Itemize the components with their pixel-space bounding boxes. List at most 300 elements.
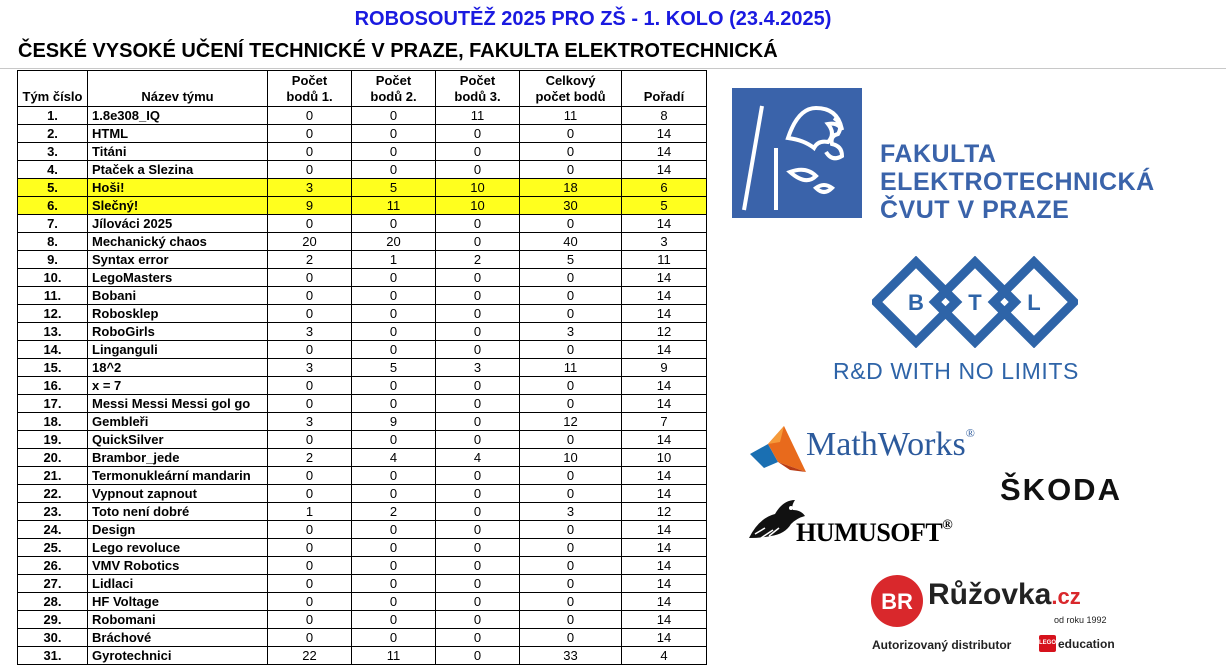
column-header-line: Počet	[291, 73, 328, 88]
points-3-cell: 10	[436, 197, 520, 215]
team-name-cell: Bráchové	[88, 629, 268, 647]
rank-cell: 6	[622, 179, 707, 197]
points-2-cell: 0	[352, 269, 436, 287]
total-points-cell: 3	[520, 323, 622, 341]
points-2-cell: 11	[352, 197, 436, 215]
rank-cell: 14	[622, 305, 707, 323]
points-1-cell: 3	[268, 179, 352, 197]
header-divider	[0, 68, 1226, 69]
rank-cell: 14	[622, 341, 707, 359]
points-3-cell: 0	[436, 521, 520, 539]
rank-cell: 12	[622, 323, 707, 341]
total-points-cell: 30	[520, 197, 622, 215]
column-header	[622, 71, 707, 107]
table-row	[18, 125, 707, 143]
team-number-cell: 16.	[18, 377, 88, 395]
humusoft-logo	[796, 518, 952, 548]
table-row	[18, 323, 707, 341]
total-points-cell: 0	[520, 395, 622, 413]
table-row	[18, 215, 707, 233]
rank-cell: 14	[622, 143, 707, 161]
team-number-cell: 9.	[18, 251, 88, 269]
rank-cell: 4	[622, 647, 707, 665]
rank-cell: 14	[622, 431, 707, 449]
results-table	[17, 70, 707, 665]
total-points-cell: 33	[520, 647, 622, 665]
team-name-cell: HTML	[88, 125, 268, 143]
points-3-cell: 0	[436, 413, 520, 431]
total-points-cell: 0	[520, 629, 622, 647]
ruzovka-logo	[928, 578, 1081, 612]
rank-cell: 14	[622, 215, 707, 233]
team-number-cell: 10.	[18, 269, 88, 287]
total-points-cell: 0	[520, 467, 622, 485]
rank-cell: 11	[622, 251, 707, 269]
team-number-cell: 15.	[18, 359, 88, 377]
points-3-cell: 3	[436, 359, 520, 377]
team-name-cell: RoboGirls	[88, 323, 268, 341]
points-1-cell: 3	[268, 413, 352, 431]
points-2-cell: 0	[352, 161, 436, 179]
table-row	[18, 161, 707, 179]
table-row	[18, 485, 707, 503]
team-number-cell: 5.	[18, 179, 88, 197]
total-points-cell: 0	[520, 539, 622, 557]
points-2-cell: 0	[352, 611, 436, 629]
points-2-cell: 9	[352, 413, 436, 431]
points-3-cell: 0	[436, 485, 520, 503]
table-row	[18, 179, 707, 197]
team-name-cell: Messi Messi Messi gol go	[88, 395, 268, 413]
table-header-row	[18, 71, 707, 107]
points-3-cell: 0	[436, 431, 520, 449]
team-number-cell: 12.	[18, 305, 88, 323]
total-points-cell: 10	[520, 449, 622, 467]
team-number-cell: 11.	[18, 287, 88, 305]
total-points-cell: 11	[520, 107, 622, 125]
points-1-cell: 0	[268, 557, 352, 575]
btl-letter-b: B	[908, 290, 924, 315]
rank-cell: 14	[622, 125, 707, 143]
table-row	[18, 287, 707, 305]
team-number-cell: 19.	[18, 431, 88, 449]
points-3-cell: 0	[436, 341, 520, 359]
total-points-cell: 0	[520, 341, 622, 359]
column-header-line: Tým číslo	[22, 89, 83, 104]
points-2-cell: 0	[352, 377, 436, 395]
points-2-cell: 0	[352, 107, 436, 125]
column-header-line: Počet	[459, 73, 496, 88]
points-3-cell: 0	[436, 233, 520, 251]
points-1-cell: 20	[268, 233, 352, 251]
points-2-cell: 0	[352, 341, 436, 359]
points-2-cell: 0	[352, 431, 436, 449]
team-number-cell: 2.	[18, 125, 88, 143]
points-1-cell: 0	[268, 395, 352, 413]
rank-cell: 14	[622, 611, 707, 629]
column-header	[352, 71, 436, 107]
rank-cell: 14	[622, 377, 707, 395]
team-number-cell: 22.	[18, 485, 88, 503]
points-3-cell: 0	[436, 377, 520, 395]
rank-cell: 14	[622, 557, 707, 575]
total-points-cell: 0	[520, 305, 622, 323]
skoda-logo: ŠKODA	[1000, 472, 1122, 507]
humusoft-registered-mark: ®	[942, 518, 953, 533]
rank-cell: 14	[622, 161, 707, 179]
points-3-cell: 0	[436, 143, 520, 161]
total-points-cell: 11	[520, 359, 622, 377]
rank-cell: 14	[622, 269, 707, 287]
team-number-cell: 17.	[18, 395, 88, 413]
column-header	[520, 71, 622, 107]
points-1-cell: 0	[268, 287, 352, 305]
table-row	[18, 107, 707, 125]
points-1-cell: 0	[268, 539, 352, 557]
mathworks-logo-graphic	[750, 424, 806, 479]
total-points-cell: 0	[520, 431, 622, 449]
points-3-cell: 10	[436, 179, 520, 197]
team-name-cell: Gembleři	[88, 413, 268, 431]
team-name-cell: Robosklep	[88, 305, 268, 323]
total-points-cell: 0	[520, 593, 622, 611]
team-number-cell: 13.	[18, 323, 88, 341]
team-number-cell: 8.	[18, 233, 88, 251]
points-3-cell: 0	[436, 395, 520, 413]
total-points-cell: 0	[520, 521, 622, 539]
column-header-line: bodů 2.	[370, 89, 417, 104]
team-name-cell: 1.8e308_IQ	[88, 107, 268, 125]
points-3-cell: 0	[436, 269, 520, 287]
page-title: ROBOSOUTĚŽ 2025 PRO ZŠ - 1. KOLO (23.4.2025)	[354, 8, 832, 30]
rank-cell: 14	[622, 287, 707, 305]
rank-cell: 7	[622, 413, 707, 431]
column-header-line: Celkový	[545, 73, 596, 88]
points-1-cell: 1	[268, 503, 352, 521]
points-1-cell: 9	[268, 197, 352, 215]
table-row	[18, 413, 707, 431]
team-number-cell: 24.	[18, 521, 88, 539]
table-row	[18, 431, 707, 449]
team-name-cell: Ptaček a Slezina	[88, 161, 268, 179]
points-3-cell: 0	[436, 305, 520, 323]
points-1-cell: 0	[268, 629, 352, 647]
ruzovka-since: od roku 1992	[1054, 615, 1107, 625]
points-3-cell: 0	[436, 125, 520, 143]
table-row	[18, 197, 707, 215]
total-points-cell: 3	[520, 503, 622, 521]
column-header-line: počet bodů	[535, 89, 606, 104]
points-2-cell: 11	[352, 647, 436, 665]
points-3-cell: 0	[436, 215, 520, 233]
table-row	[18, 143, 707, 161]
team-number-cell: 1.	[18, 107, 88, 125]
btl-letter-l: L	[1027, 290, 1041, 315]
points-2-cell: 0	[352, 557, 436, 575]
mathworks-registered-mark: ®	[965, 426, 975, 440]
points-3-cell: 0	[436, 323, 520, 341]
team-name-cell: VMV Robotics	[88, 557, 268, 575]
total-points-cell: 0	[520, 143, 622, 161]
rank-cell: 14	[622, 575, 707, 593]
points-1-cell: 0	[268, 485, 352, 503]
ruzovka-distributor: Autorizovaný distributor	[872, 638, 1012, 652]
team-number-cell: 20.	[18, 449, 88, 467]
points-1-cell: 0	[268, 575, 352, 593]
column-header	[268, 71, 352, 107]
ruzovka-name: Růžovka	[928, 578, 1052, 611]
table-row	[18, 575, 707, 593]
team-name-cell: Linganguli	[88, 341, 268, 359]
points-1-cell: 0	[268, 305, 352, 323]
points-2-cell: 20	[352, 233, 436, 251]
ruzovka-tld: .cz	[1051, 584, 1081, 609]
points-2-cell: 0	[352, 521, 436, 539]
points-2-cell: 0	[352, 305, 436, 323]
btl-tagline: R&D WITH NO LIMITS	[833, 358, 1079, 384]
humusoft-name: HUMUSOFT	[796, 518, 943, 547]
team-number-cell: 27.	[18, 575, 88, 593]
total-points-cell: 0	[520, 161, 622, 179]
points-1-cell: 3	[268, 359, 352, 377]
table-row	[18, 611, 707, 629]
points-1-cell: 2	[268, 251, 352, 269]
table-row	[18, 305, 707, 323]
rank-cell: 14	[622, 629, 707, 647]
column-header-line: Pořadí	[643, 89, 685, 104]
fel-logo-text	[880, 140, 1155, 224]
team-name-cell: x = 7	[88, 377, 268, 395]
table-row	[18, 377, 707, 395]
rank-cell: 12	[622, 503, 707, 521]
column-header-line: Název týmu	[141, 89, 214, 104]
table-row	[18, 251, 707, 269]
table-row	[18, 467, 707, 485]
btl-logo	[872, 256, 1078, 353]
fel-lion-emblem-icon	[732, 88, 862, 218]
table-body	[18, 107, 707, 665]
team-number-cell: 23.	[18, 503, 88, 521]
points-3-cell: 4	[436, 449, 520, 467]
total-points-cell: 0	[520, 557, 622, 575]
team-name-cell: 18^2	[88, 359, 268, 377]
team-number-cell: 30.	[18, 629, 88, 647]
total-points-cell: 0	[520, 575, 622, 593]
team-number-cell: 29.	[18, 611, 88, 629]
points-2-cell: 0	[352, 593, 436, 611]
points-1-cell: 0	[268, 143, 352, 161]
membrane-logo-icon	[750, 424, 806, 474]
column-header-line: Počet	[375, 73, 412, 88]
total-points-cell: 0	[520, 125, 622, 143]
points-1-cell: 0	[268, 431, 352, 449]
points-3-cell: 0	[436, 161, 520, 179]
table-row	[18, 647, 707, 665]
total-points-cell: 12	[520, 413, 622, 431]
table-row	[18, 395, 707, 413]
page-subtitle: ČESKÉ VYSOKÉ UČENÍ TECHNICKÉ V PRAZE, FAKULTA ELEKTROTECHNICKÁ	[18, 40, 778, 62]
points-2-cell: 5	[352, 179, 436, 197]
table-row	[18, 539, 707, 557]
rank-cell: 14	[622, 521, 707, 539]
team-number-cell: 7.	[18, 215, 88, 233]
team-name-cell: Hoši!	[88, 179, 268, 197]
team-name-cell: Design	[88, 521, 268, 539]
points-2-cell: 0	[352, 539, 436, 557]
team-number-cell: 21.	[18, 467, 88, 485]
points-3-cell: 0	[436, 467, 520, 485]
points-2-cell: 0	[352, 323, 436, 341]
points-2-cell: 0	[352, 467, 436, 485]
table-row	[18, 341, 707, 359]
points-1-cell: 0	[268, 377, 352, 395]
total-points-cell: 0	[520, 215, 622, 233]
fel-logo	[732, 88, 862, 218]
points-1-cell: 0	[268, 215, 352, 233]
br-circle-icon	[870, 574, 924, 628]
points-2-cell: 2	[352, 503, 436, 521]
table-row	[18, 521, 707, 539]
column-header	[18, 71, 88, 107]
column-header-line: bodů 1.	[286, 89, 333, 104]
points-1-cell: 0	[268, 611, 352, 629]
rank-cell: 14	[622, 539, 707, 557]
team-name-cell: Titáni	[88, 143, 268, 161]
points-1-cell: 0	[268, 341, 352, 359]
points-3-cell: 0	[436, 629, 520, 647]
team-name-cell: Jílováci 2025	[88, 215, 268, 233]
points-1-cell: 22	[268, 647, 352, 665]
svg-text:BR: BR	[881, 589, 913, 614]
btl-diamonds-icon	[872, 256, 1078, 348]
points-2-cell: 0	[352, 575, 436, 593]
total-points-cell: 18	[520, 179, 622, 197]
points-2-cell: 0	[352, 485, 436, 503]
team-name-cell: Termonukleární mandarin	[88, 467, 268, 485]
team-number-cell: 14.	[18, 341, 88, 359]
total-points-cell: 40	[520, 233, 622, 251]
team-name-cell: Toto není dobré	[88, 503, 268, 521]
points-2-cell: 0	[352, 125, 436, 143]
total-points-cell: 5	[520, 251, 622, 269]
table-row	[18, 449, 707, 467]
team-number-cell: 26.	[18, 557, 88, 575]
points-2-cell: 0	[352, 287, 436, 305]
rank-cell: 9	[622, 359, 707, 377]
points-3-cell: 0	[436, 575, 520, 593]
lego-education-text: education	[1058, 637, 1115, 651]
total-points-cell: 0	[520, 485, 622, 503]
rank-cell: 5	[622, 197, 707, 215]
points-3-cell: 0	[436, 593, 520, 611]
table-row	[18, 359, 707, 377]
team-name-cell: Gyrotechnici	[88, 647, 268, 665]
team-name-cell: QuickSilver	[88, 431, 268, 449]
column-header-line: bodů 3.	[454, 89, 501, 104]
btl-letter-t: T	[968, 290, 982, 315]
table-row	[18, 233, 707, 251]
points-2-cell: 1	[352, 251, 436, 269]
points-1-cell: 0	[268, 125, 352, 143]
total-points-cell: 0	[520, 269, 622, 287]
table-row	[18, 269, 707, 287]
points-1-cell: 0	[268, 467, 352, 485]
team-number-cell: 31.	[18, 647, 88, 665]
fel-line-2: ELEKTROTECHNICKÁ	[880, 168, 1155, 196]
points-3-cell: 0	[436, 611, 520, 629]
team-name-cell: Lidlaci	[88, 575, 268, 593]
team-name-cell: Mechanický chaos	[88, 233, 268, 251]
team-name-cell: Vypnout zapnout	[88, 485, 268, 503]
team-number-cell: 6.	[18, 197, 88, 215]
points-1-cell: 3	[268, 323, 352, 341]
points-3-cell: 0	[436, 557, 520, 575]
points-1-cell: 0	[268, 269, 352, 287]
team-name-cell: Brambor_jede	[88, 449, 268, 467]
rank-cell: 14	[622, 593, 707, 611]
points-1-cell: 0	[268, 107, 352, 125]
team-number-cell: 25.	[18, 539, 88, 557]
team-number-cell: 3.	[18, 143, 88, 161]
team-name-cell: Bobani	[88, 287, 268, 305]
mathworks-logo	[806, 426, 975, 464]
points-2-cell: 0	[352, 143, 436, 161]
column-header	[88, 71, 268, 107]
points-3-cell: 0	[436, 287, 520, 305]
rank-cell: 10	[622, 449, 707, 467]
points-1-cell: 2	[268, 449, 352, 467]
rank-cell: 14	[622, 485, 707, 503]
fel-line-3: ČVUT V PRAZE	[880, 196, 1070, 224]
points-1-cell: 0	[268, 521, 352, 539]
points-3-cell: 11	[436, 107, 520, 125]
total-points-cell: 0	[520, 377, 622, 395]
points-2-cell: 0	[352, 215, 436, 233]
points-3-cell: 0	[436, 503, 520, 521]
team-name-cell: LegoMasters	[88, 269, 268, 287]
points-1-cell: 0	[268, 593, 352, 611]
rank-cell: 8	[622, 107, 707, 125]
rank-cell: 3	[622, 233, 707, 251]
points-3-cell: 0	[436, 647, 520, 665]
column-header	[436, 71, 520, 107]
total-points-cell: 0	[520, 287, 622, 305]
total-points-cell: 0	[520, 611, 622, 629]
rank-cell: 14	[622, 467, 707, 485]
table-row	[18, 503, 707, 521]
mathworks-name: MathWorks	[806, 426, 966, 463]
points-2-cell: 5	[352, 359, 436, 377]
table-row	[18, 593, 707, 611]
team-number-cell: 18.	[18, 413, 88, 431]
table-row	[18, 629, 707, 647]
rank-cell: 14	[622, 395, 707, 413]
team-name-cell: Robomani	[88, 611, 268, 629]
table-row	[18, 557, 707, 575]
points-3-cell: 0	[436, 539, 520, 557]
points-2-cell: 0	[352, 629, 436, 647]
team-name-cell: Syntax error	[88, 251, 268, 269]
team-number-cell: 4.	[18, 161, 88, 179]
points-2-cell: 4	[352, 449, 436, 467]
ruzovka-emblem	[870, 574, 924, 633]
team-number-cell: 28.	[18, 593, 88, 611]
points-2-cell: 0	[352, 395, 436, 413]
lego-logo: LEGO	[1039, 635, 1056, 652]
points-3-cell: 2	[436, 251, 520, 269]
fel-line-1: FAKULTA	[880, 140, 997, 168]
points-1-cell: 0	[268, 161, 352, 179]
